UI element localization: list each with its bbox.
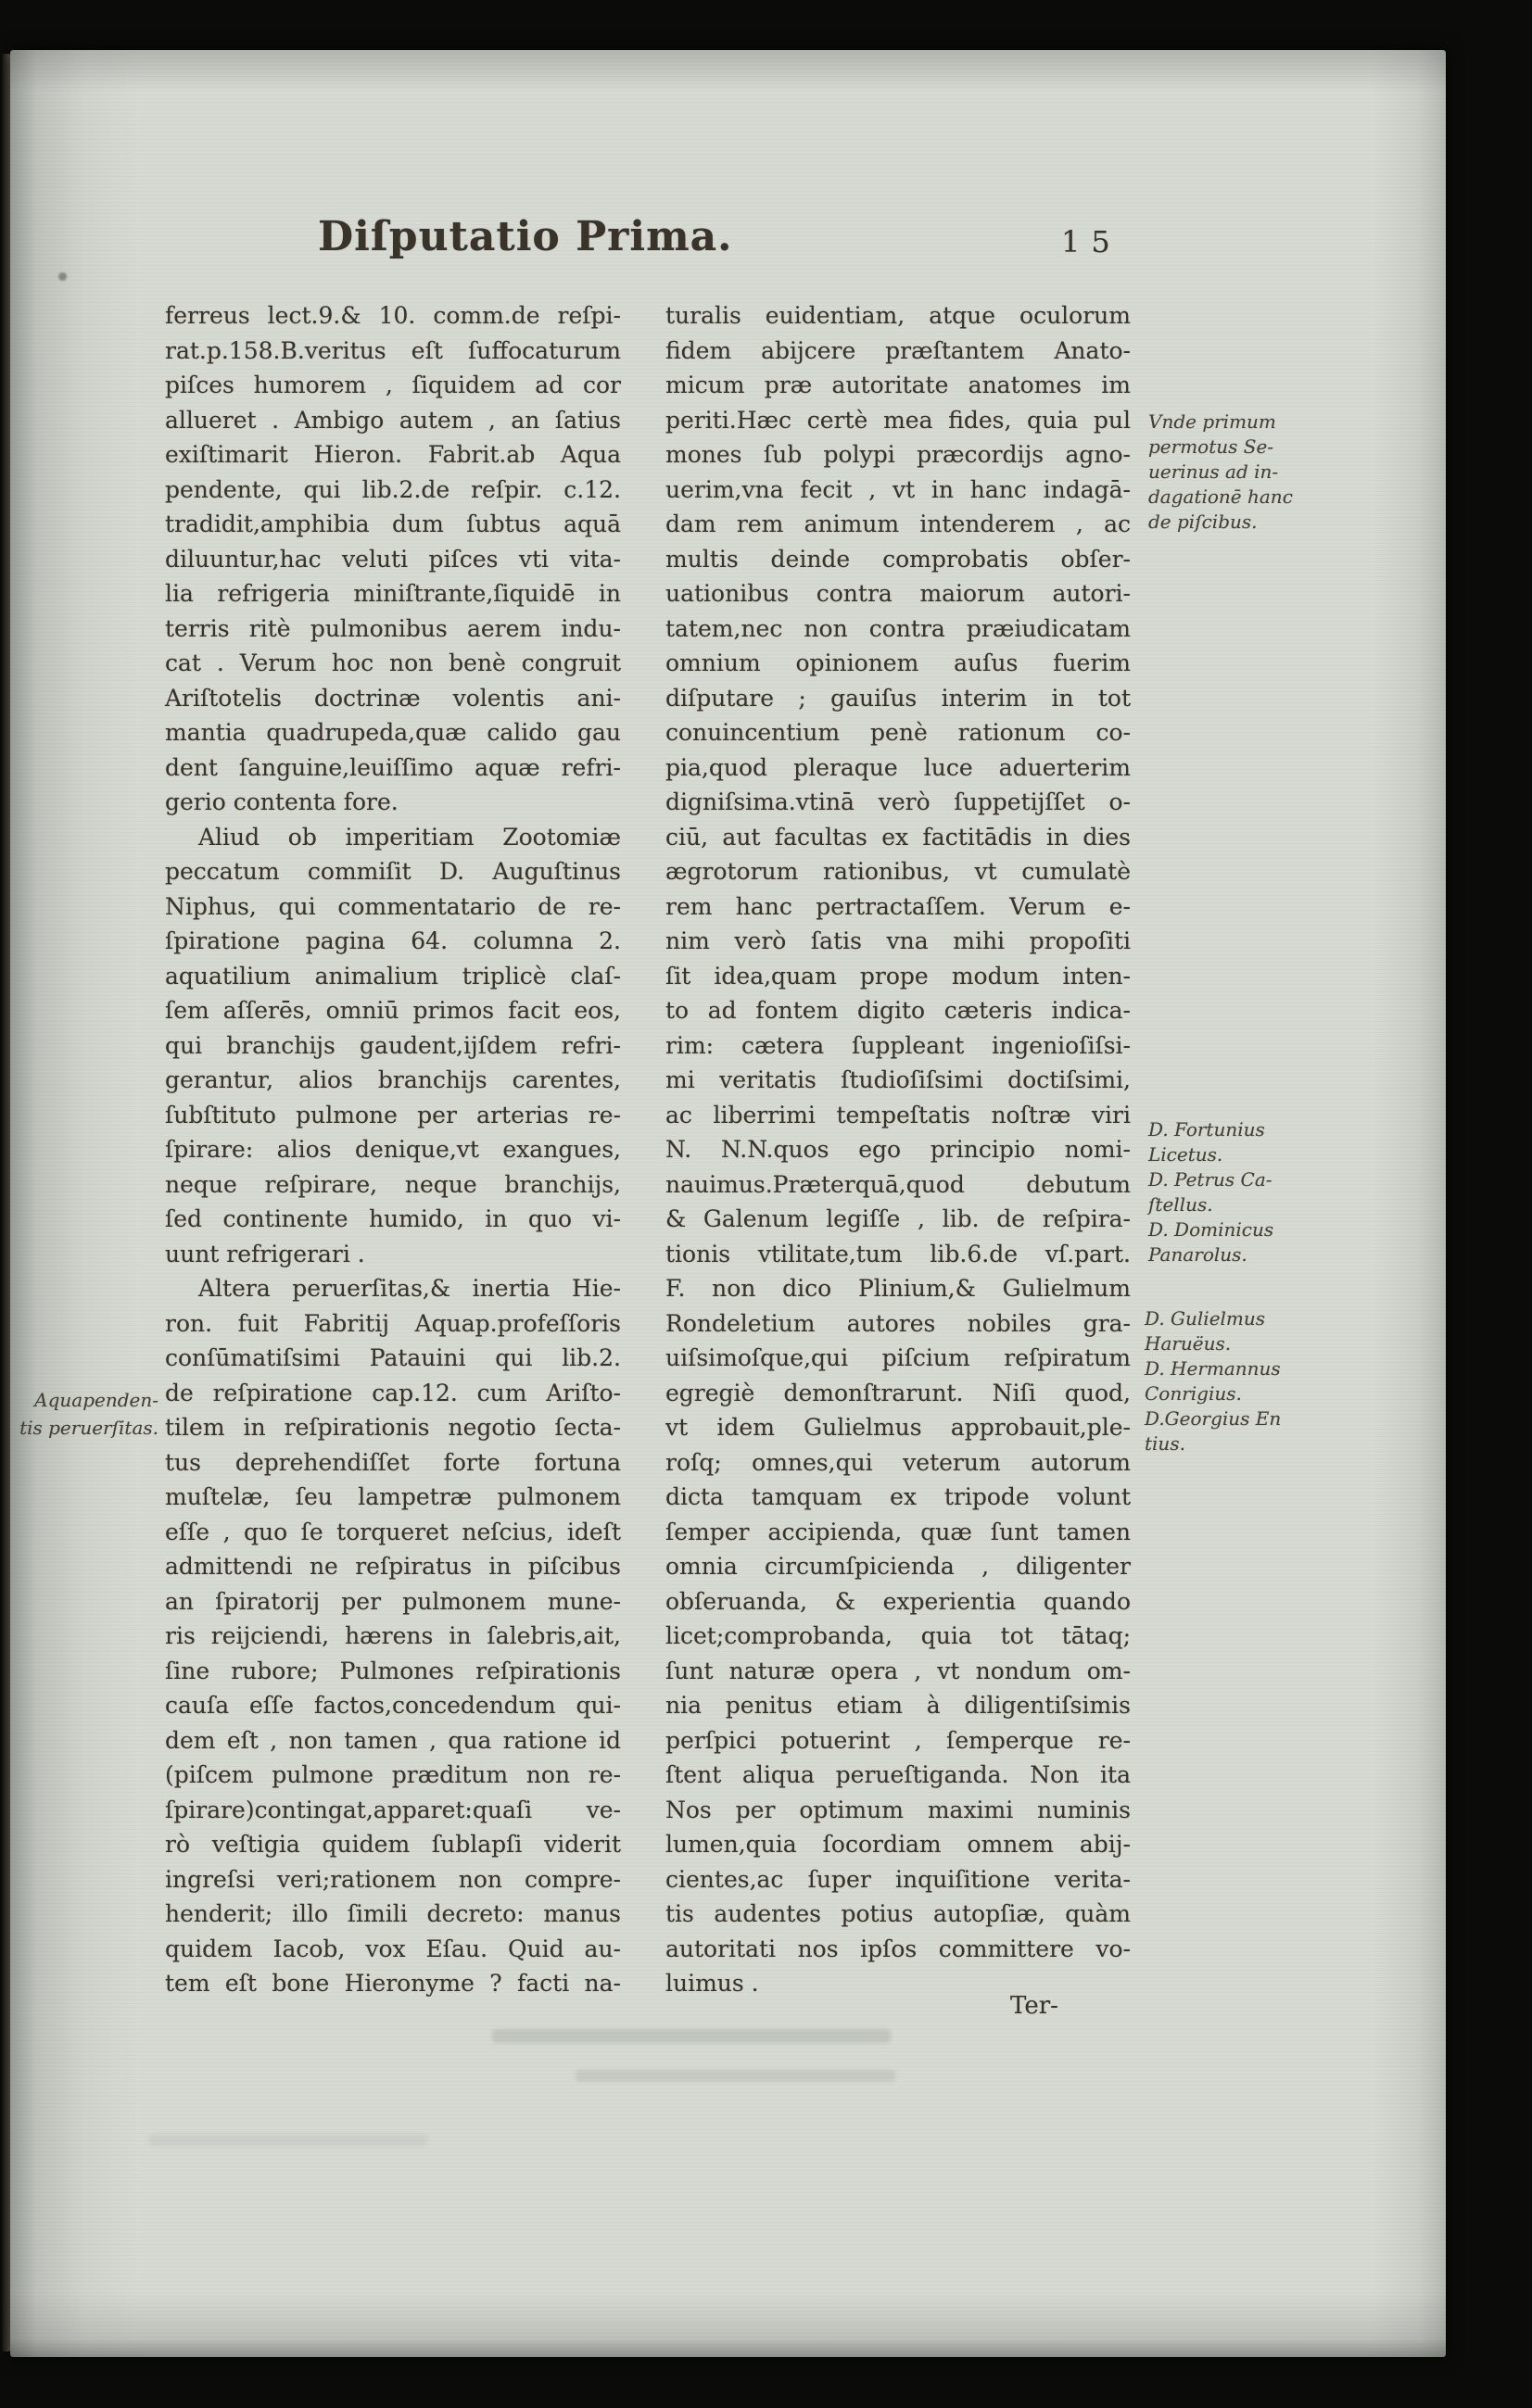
text-line: dent ſanguine,leuiſſimo aquæ refri- bbox=[165, 753, 621, 781]
text-line: dam rem animum intenderem , ac bbox=[665, 511, 1131, 537]
text-line: luimus . bbox=[665, 1970, 759, 1997]
text-line: ſtent aliqua perueſtiganda. Non ita bbox=[665, 1761, 1131, 1788]
margin-note-scholars-first bbox=[1148, 1117, 1338, 1267]
margin-note-line: dagationē hanc bbox=[1148, 485, 1293, 508]
margin-note-line: Haruëus. bbox=[1145, 1332, 1232, 1355]
text-line: mantia quadrupeda,quæ calido gau bbox=[165, 719, 621, 746]
margin-note-line: Vnde primum bbox=[1148, 410, 1276, 433]
text-line: allueret . Ambigo autem , an ſatius bbox=[165, 406, 621, 434]
text-line: lumen,quia ſocordiam omnem abij- bbox=[665, 1831, 1131, 1858]
text-line: digniſsima.vtinā verò ſuppetijſſet o- bbox=[665, 788, 1131, 815]
text-line: egregiè demonſtrarunt. Niſi quod, bbox=[665, 1379, 1131, 1406]
margin-note-line: D. Gulielmus bbox=[1145, 1307, 1266, 1330]
text-line: ſpirare: alios denique,vt exangues, bbox=[165, 1136, 621, 1163]
margin-note-line: Aquapenden- bbox=[34, 1389, 158, 1411]
text-column-left bbox=[165, 298, 621, 2001]
text-line: gerio contenta fore. bbox=[165, 788, 399, 815]
margin-note-line: ſtellus. bbox=[1148, 1193, 1213, 1216]
margin-note-aquapendente bbox=[16, 1386, 158, 1442]
text-line: autoritati nos ipſos committere vo- bbox=[665, 1935, 1131, 1962]
text-line: rem hanc pertractaſſem. Verum e- bbox=[665, 892, 1131, 920]
text-line: ſubſtituto pulmone per arterias re- bbox=[165, 1101, 621, 1128]
text-line: pia,quod pleraque luce aduerterim bbox=[665, 753, 1131, 781]
text-line: uerim,vna fecit , vt in hanc indagā- bbox=[665, 475, 1131, 503]
text-line: ac liberrimi tempeſtatis noſtræ viri bbox=[665, 1101, 1131, 1128]
text-line: tis audentes potius autopſiæ, quàm bbox=[665, 1900, 1131, 1927]
text-line: gerantur, alios branchijs carentes, bbox=[165, 1066, 621, 1093]
text-line: aquatilium animalium triplicè claſ- bbox=[165, 962, 621, 990]
margin-note-scholars-second bbox=[1145, 1306, 1339, 1456]
text-line: dicta tamquam ex tripode volunt bbox=[665, 1483, 1131, 1510]
book-binding-edge bbox=[2, 54, 10, 2351]
text-line: Altera peruerſitas,& inertia Hie- bbox=[198, 1275, 621, 1302]
text-line: ſine rubore; Pulmones reſpirationis bbox=[165, 1657, 621, 1684]
text-line: eſſe , quo ſe torqueret neſcius, ideſt bbox=[165, 1518, 621, 1545]
margin-note-line: tis peruerſitas. bbox=[19, 1417, 158, 1439]
text-line: henderit; illo ſimili decreto: manus bbox=[165, 1900, 621, 1927]
margin-note-line: Panarolus. bbox=[1148, 1243, 1247, 1266]
margin-note-line: de piſcibus. bbox=[1148, 511, 1258, 533]
text-line: tilem in reſpirationis negotio ſecta- bbox=[165, 1414, 621, 1441]
show-through-artifact bbox=[492, 2029, 891, 2043]
text-line: micum præ autoritate anatomes im bbox=[665, 372, 1131, 398]
text-line: uiſsimoſque,qui piſcium reſpiratum bbox=[665, 1344, 1131, 1371]
margin-note-line: D.Georgius En bbox=[1145, 1407, 1282, 1430]
text-line: neque reſpirare, neque branchijs, bbox=[165, 1170, 621, 1198]
text-line: diſputare ; gauiſus interim in tot bbox=[665, 684, 1131, 712]
text-line: uunt refrigerari . bbox=[165, 1240, 365, 1267]
text-line: piſces humorem , ſiquidem ad cor bbox=[165, 372, 621, 398]
page-number: 15 bbox=[1061, 224, 1121, 259]
text-line: exiſtimarit Hieron. Fabrit.ab Aqua bbox=[165, 441, 621, 468]
text-line: N. N.N.quos ego principio nomi- bbox=[665, 1136, 1131, 1163]
text-line: lia refrigeria miniſtrante,ſiquidē in bbox=[165, 580, 621, 607]
text-line: ſunt naturæ opera , vt nondum om- bbox=[665, 1657, 1131, 1684]
text-line: muſtelæ, ſeu lampetræ pulmonem bbox=[165, 1483, 621, 1510]
text-line: tionis vtilitate,tum lib.6.de vſ.part. bbox=[665, 1240, 1131, 1267]
margin-note-line: tius. bbox=[1145, 1432, 1185, 1455]
text-line: uationibus contra maiorum autori- bbox=[665, 580, 1131, 607]
margin-note-seuerinus bbox=[1148, 410, 1329, 535]
text-line: vt idem Gulielmus approbauit,ple- bbox=[665, 1414, 1131, 1441]
text-line: nim verò ſatis vna mihi propoſiti bbox=[665, 927, 1131, 954]
text-line: nauimus.Præterquā,quod debutum bbox=[665, 1170, 1131, 1198]
text-line: Niphus, qui commentatario de re- bbox=[165, 892, 621, 920]
text-line: nia penitus etiam à diligentiſsimis bbox=[665, 1692, 1131, 1719]
book-page bbox=[10, 50, 1446, 2357]
text-line: Aliud ob imperitiam Zootomiæ bbox=[198, 823, 621, 851]
text-line: rim: cætera ſuppleant ingenioſiſsi- bbox=[665, 1031, 1131, 1059]
catchword: Ter- bbox=[1010, 1992, 1058, 2020]
text-line: licet;comprobanda, quia tot tātaq; bbox=[665, 1622, 1131, 1649]
margin-note-line: D. Fortunius bbox=[1148, 1118, 1265, 1141]
text-line: ferreus lect.9.& 10. comm.de reſpi- bbox=[165, 302, 621, 329]
text-line: ægrotorum rationibus, vt cumulatè bbox=[665, 858, 1131, 885]
text-line: ſemper accipienda, quæ ſunt tamen bbox=[665, 1518, 1131, 1545]
text-line: qui branchijs gaudent,ijſdem refri- bbox=[165, 1031, 621, 1059]
text-line: periti.Hæc certè mea fides, quia pul bbox=[665, 406, 1131, 434]
text-line: ris reijciendi, hærens in ſalebris,ait, bbox=[165, 1622, 621, 1649]
text-line: tem eſt bone Hieronyme ? facti na- bbox=[165, 1970, 621, 1997]
text-line: de reſpiratione cap.12. cum Ariſto- bbox=[165, 1379, 621, 1406]
text-line: ingreſsi veri;rationem non compre- bbox=[165, 1865, 621, 1893]
text-line: obſeruanda, & experientia quando bbox=[665, 1587, 1131, 1615]
margin-note-line: D. Dominicus bbox=[1148, 1218, 1274, 1241]
text-line: rò veſtigia quidem ſublapſi viderit bbox=[165, 1831, 621, 1858]
text-line: pendente, qui lib.2.de reſpir. c.12. bbox=[165, 475, 621, 503]
ink-speck-artifact bbox=[58, 272, 67, 281]
text-line: mi veritatis ſtudioſiſsimi doctiſsimi, bbox=[665, 1066, 1131, 1093]
show-through-artifact bbox=[576, 2070, 895, 2082]
text-line: cientes,ac ſuper inquiſitione verita- bbox=[665, 1865, 1131, 1893]
text-line: rat.p.158.B.veritus eſt ſuffocaturum bbox=[165, 336, 621, 364]
margin-note-line: D. Hermannus bbox=[1145, 1357, 1281, 1380]
margin-note-line: permotus Se- bbox=[1148, 435, 1274, 458]
text-line: turalis euidentiam, atque oculorum bbox=[665, 302, 1131, 329]
text-line: (piſcem pulmone præditum non re- bbox=[165, 1761, 621, 1788]
text-line: ron. fuit Fabritij Aquap.profeſſoris bbox=[165, 1309, 621, 1337]
text-line: Rondeletium autores nobiles gra- bbox=[665, 1309, 1131, 1337]
text-line: diluuntur,hac veluti piſces vti vita- bbox=[165, 545, 621, 573]
text-line: tus deprehendiſſet forte fortuna bbox=[165, 1448, 621, 1476]
text-column-right bbox=[665, 298, 1131, 2001]
text-line: roſq; omnes,qui veterum autorum bbox=[665, 1448, 1131, 1476]
text-line: Nos per optimum maximi numinis bbox=[665, 1796, 1131, 1823]
show-through-artifact bbox=[149, 2135, 427, 2146]
text-line: to ad fontem digito cæteris indica- bbox=[665, 997, 1131, 1024]
text-line: cauſa eſſe factos,concedendum qui- bbox=[165, 1692, 621, 1719]
margin-note-line: D. Petrus Ca- bbox=[1148, 1168, 1272, 1191]
text-line: dem eſt , non tamen , qua ratione id bbox=[165, 1726, 621, 1754]
text-line: conſūmatiſsimi Patauini qui lib.2. bbox=[165, 1344, 621, 1371]
text-line: quidem Iacob, vox Eſau. Quid au- bbox=[165, 1935, 621, 1962]
text-line: Ariſtotelis doctrinæ volentis ani- bbox=[165, 684, 621, 712]
text-line: omnia circumſpicienda , diligenter bbox=[665, 1553, 1131, 1580]
text-line: ciū, aut facultas ex factitādis in dies bbox=[665, 823, 1131, 851]
margin-note-line: Conrigius. bbox=[1145, 1382, 1242, 1405]
text-line: conuincentium penè rationum co- bbox=[665, 719, 1131, 746]
text-line: an ſpiratorij per pulmonem mune- bbox=[165, 1587, 621, 1615]
text-line: ſed continente humido, in quo vi- bbox=[165, 1205, 621, 1232]
text-line: cat . Verum hoc non benè congruit bbox=[165, 649, 621, 676]
running-title: Diſputatio Prima. bbox=[318, 213, 733, 260]
text-line: terris ritè pulmonibus aerem indu- bbox=[165, 614, 621, 642]
margin-note-line: Licetus. bbox=[1148, 1143, 1223, 1166]
text-line: omnium opinionem auſus fuerim bbox=[665, 649, 1131, 676]
text-line: F. non dico Plinium,& Gulielmum bbox=[665, 1275, 1131, 1302]
text-line: fidem abijcere præſtantem Anato- bbox=[665, 336, 1131, 364]
text-line: tatem,nec non contra præiudicatam bbox=[665, 614, 1131, 642]
text-line: peccatum commiſit D. Auguſtinus bbox=[165, 858, 621, 885]
text-line: ſit idea,quam prope modum inten- bbox=[665, 962, 1131, 990]
text-line: admittendi ne reſpiratus in piſcibus bbox=[165, 1553, 621, 1580]
text-line: & Galenum legiſſe , lib. de reſpira- bbox=[665, 1205, 1131, 1232]
text-line: tradidit,amphibia dum ſubtus aquā bbox=[165, 511, 621, 537]
text-line: ſem aſſerēs, omniū primos facit eos, bbox=[165, 997, 621, 1024]
text-line: perſpici potuerint , ſemperque re- bbox=[665, 1726, 1131, 1754]
text-line: multis deinde comprobatis obſer- bbox=[665, 545, 1131, 573]
text-line: mones ſub polypi præcordijs agno- bbox=[665, 441, 1131, 468]
text-line: ſpiratione pagina 64. columna 2. bbox=[165, 927, 621, 954]
margin-note-line: uerinus ad in- bbox=[1148, 460, 1279, 483]
text-line: ſpirare)contingat,apparet:quaſi ve- bbox=[165, 1796, 621, 1823]
